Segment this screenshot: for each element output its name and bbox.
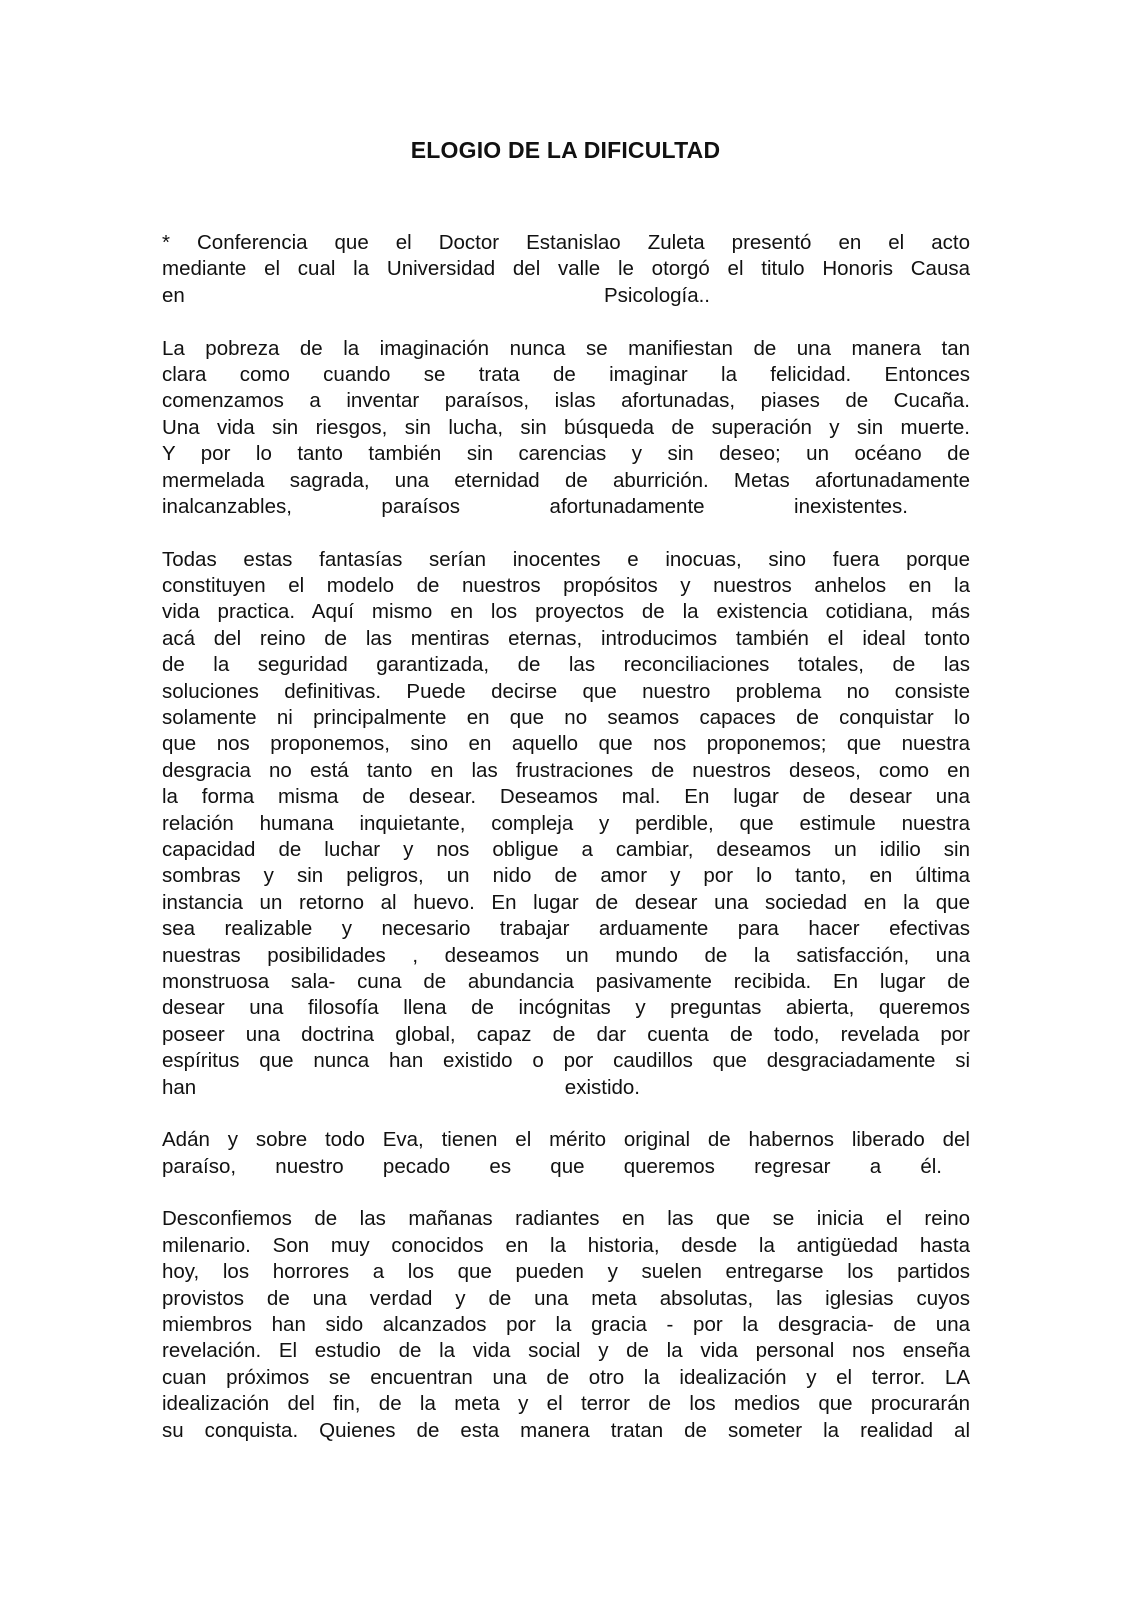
paragraph-line: capacidad de luchar y nos obligue a cambiar, deseamos un idilio sin xyxy=(162,837,970,861)
paragraph-line: Desconfiemos de las mañanas radiantes en las que se inicia el reino xyxy=(162,1207,970,1231)
paragraph-line: Adán y sobre todo Eva, tienen el mérito original de habernos liberado del xyxy=(162,1128,970,1152)
paragraph-line: idealización del fin, de la meta y el terror de los medios que procurarán xyxy=(162,1392,970,1416)
paragraph-line: vida practica. Aquí mismo en los proyectos de la existencia cotidiana, más xyxy=(162,600,970,624)
paragraph-line: Y por lo tanto también sin carencias y sin deseo; un océano de xyxy=(162,442,970,466)
document-title: ELOGIO DE LA DIFICULTAD xyxy=(410,137,721,163)
paragraph-line: desear una filosofía llena de incógnitas y preguntas abierta, queremos xyxy=(162,996,970,1020)
paragraph-3 xyxy=(162,547,970,1101)
paragraph-line: hoy, los horrores a los que pueden y suelen entregarse los partidos xyxy=(162,1260,970,1284)
paragraph-line: * Conferencia que el Doctor Estanislao Zuleta presentó en el acto xyxy=(162,231,970,254)
paragraph-2 xyxy=(162,336,970,521)
paragraph-4 xyxy=(162,1127,970,1180)
paragraph-line: mediante el cual la Universidad del valle le otorgó el titulo Honoris Causa xyxy=(162,257,970,281)
paragraph-line: constituyen el modelo de nuestros propósitos y nuestros anhelos en la xyxy=(162,574,970,598)
paragraph-line: su conquista. Quienes de esta manera tratan de someter la realidad al xyxy=(162,1418,970,1442)
paragraph-line: comenzamos a inventar paraísos, islas afortunadas, piases de Cucaña. xyxy=(162,389,970,413)
paragraph-line: revelación. El estudio de la vida social y de la vida personal nos enseña xyxy=(162,1339,970,1363)
paragraph-line: provistos de una verdad y de una meta absolutas, las iglesias cuyos xyxy=(162,1286,970,1310)
paragraph-line: inalcanzables, paraísos afortunadamente inexistentes. xyxy=(162,494,908,518)
paragraph-line: mermelada sagrada, una eternidad de aburrición. Metas afortunadamente xyxy=(162,468,970,492)
paragraph-line: clara como cuando se trata de imaginar la felicidad. Entonces xyxy=(162,362,970,386)
paragraph-line: La pobreza de la imaginación nunca se manifiestan de una manera tan xyxy=(162,336,970,360)
paragraph-line: poseer una doctrina global, capaz de dar cuenta de todo, revelada por xyxy=(162,1022,970,1046)
paragraph-line: que nos proponemos, sino en aquello que nos proponemos; que nuestra xyxy=(162,732,970,756)
paragraph-line: soluciones definitivas. Puede decirse que nuestro problema no consiste xyxy=(162,679,970,703)
paragraph-line: instancia un retorno al huevo. En lugar de desear una sociedad en la que xyxy=(162,890,970,914)
paragraph-line: acá del reino de las mentiras eternas, introducimos también el ideal tonto xyxy=(162,626,970,650)
paragraph-line: en Psicología.. xyxy=(162,283,710,307)
paragraph-line: sea realizable y necesario trabajar arduamente para hacer efectivas xyxy=(162,917,970,941)
document-body xyxy=(162,230,970,1470)
paragraph-line: han existido. xyxy=(162,1075,640,1099)
paragraph-line: nuestras posibilidades , deseamos un mundo de la satisfacción, una xyxy=(162,943,970,967)
paragraph-line: sombras y sin peligros, un nido de amor y por lo tanto, en última xyxy=(162,864,970,888)
paragraph-line: espíritus que nunca han existido o por caudillos que desgraciadamente si xyxy=(162,1049,970,1073)
paragraph-line: la forma misma de desear. Deseamos mal. En lugar de desear una xyxy=(162,785,970,809)
paragraph-line: cuan próximos se encuentran una de otro la idealización y el terror. LA xyxy=(162,1365,970,1389)
paragraph-line: Una vida sin riesgos, sin lucha, sin búsqueda de superación y sin muerte. xyxy=(162,415,970,439)
paragraph-line: milenario. Son muy conocidos en la historia, desde la antigüedad hasta xyxy=(162,1233,970,1257)
paragraph-line: Todas estas fantasías serían inocentes e inocuas, sino fuera porque xyxy=(162,547,970,571)
paragraph-line: de la seguridad garantizada, de las reconciliaciones totales, de las xyxy=(162,653,970,677)
paragraph-line: paraíso, nuestro pecado es que queremos regresar a él. xyxy=(162,1154,942,1178)
paragraph-line: monstruosa sala- cuna de abundancia pasivamente recibida. En lugar de xyxy=(162,969,970,993)
paragraph-1 xyxy=(162,230,970,309)
paragraph-line: relación humana inquietante, compleja y perdible, que estimule nuestra xyxy=(162,811,970,835)
paragraph-line: desgracia no está tanto en las frustraciones de nuestros deseos, como en xyxy=(162,758,970,782)
paragraph-line: miembros han sido alcanzados por la gracia - por la desgracia- de una xyxy=(162,1313,970,1337)
paragraph-5 xyxy=(162,1206,970,1444)
paragraph-line: solamente ni principalmente en que no seamos capaces de conquistar lo xyxy=(162,706,970,730)
